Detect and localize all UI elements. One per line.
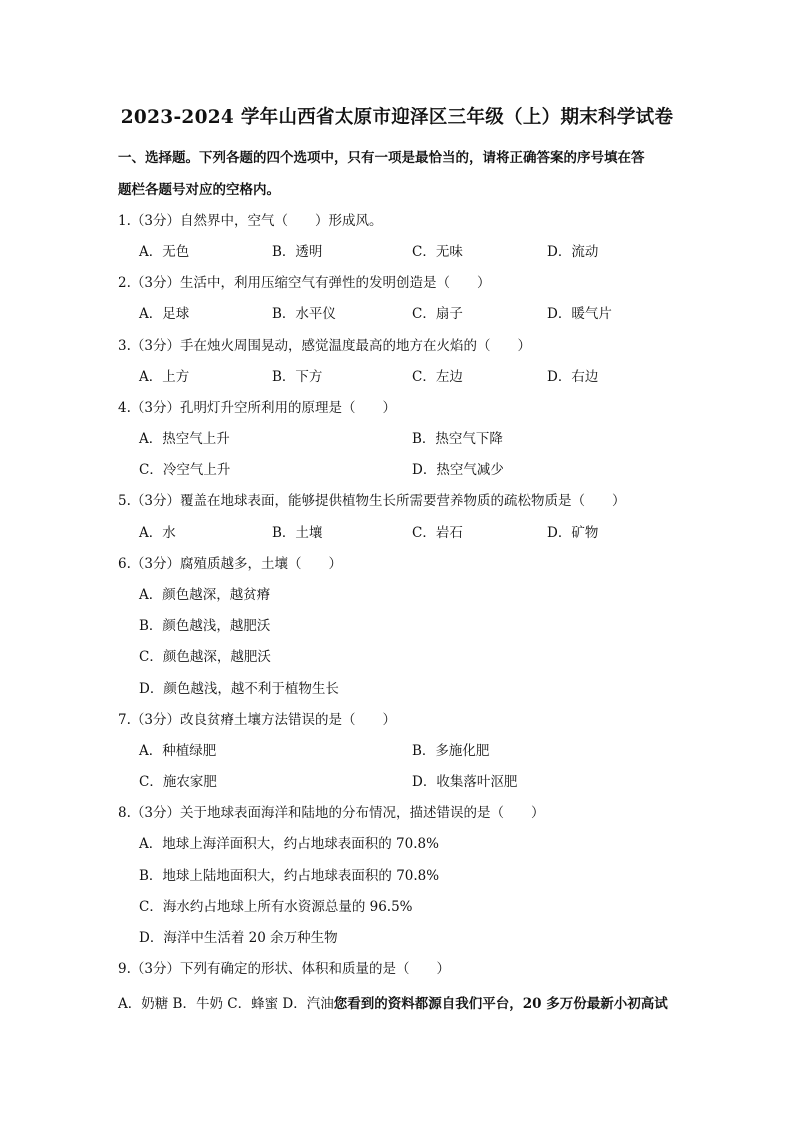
- question-5-option-c: C．岩石: [412, 525, 463, 541]
- question-3-option-c: C．左边: [412, 369, 463, 385]
- question-4-stem: 4.（3分）孔明灯升空所利用的原理是（ ）: [118, 400, 396, 416]
- section-instructions-line2: 题栏各题号对应的空格内。: [118, 182, 280, 198]
- question-2-option-b: B．水平仪: [272, 306, 336, 322]
- question-2-option-c: C．扇子: [412, 306, 463, 322]
- question-1-option-c: C．无味: [412, 244, 463, 260]
- question-3-option-a: A．上方: [139, 369, 190, 385]
- question-7-option-d: D．收集落叶沤肥: [412, 774, 518, 790]
- question-9-stem: 9.（3分）下列有确定的形状、体积和质量的是（ ）: [118, 961, 450, 977]
- page-title: 2023-2024 学年山西省太原市迎泽区三年级（上）期末科学试卷: [120, 107, 674, 128]
- question-1-stem: 1.（3分）自然界中，空气（ ）形成风。: [118, 213, 383, 229]
- question-6-option-a: A．颜色越深，越贫瘠: [139, 587, 271, 603]
- question-5-stem: 5.（3分）覆盖在地球表面，能够提供植物生长所需要营养物质的疏松物质是（ ）: [118, 493, 626, 509]
- question-8-option-d: D．海洋中生活着 20 余万种生物: [139, 930, 338, 946]
- question-7-option-c: C．施农家肥: [139, 774, 217, 790]
- question-4-option-a: A．热空气上升: [139, 431, 230, 447]
- question-5-option-d: D．矿物: [547, 525, 599, 541]
- question-6-option-c: C．颜色越深，越肥沃: [139, 649, 271, 665]
- promo-text: 您看到的资料都源自我们平台，20 多万份最新小初高试: [333, 996, 668, 1012]
- question-5-option-a: A．水: [139, 525, 176, 541]
- question-3-option-b: B．下方: [272, 369, 323, 385]
- question-4-option-b: B．热空气下降: [412, 431, 503, 447]
- question-1-option-b: B．透明: [272, 244, 323, 260]
- question-8-option-c: C．海水约占地球上所有水资源总量的 96.5%: [139, 899, 413, 915]
- question-1-option-d: D．流动: [547, 244, 599, 260]
- section-instructions-line1: 一、选择题。下列各题的四个选项中，只有一项是最恰当的，请将正确答案的序号填在答: [118, 150, 645, 166]
- question-5-option-b: B．土壤: [272, 525, 323, 541]
- question-6-option-d: D．颜色越浅，越不利于植物生长: [139, 681, 339, 697]
- question-3-stem: 3.（3分）手在烛火周围晃动，感觉温度最高的地方在火焰的（ ）: [118, 338, 531, 354]
- question-4-option-d: D．热空气减少: [412, 462, 504, 478]
- question-6-option-b: B．颜色越浅，越肥沃: [139, 618, 271, 634]
- question-8-option-a: A．地球上海洋面积大，约占地球表面积的 70.8%: [139, 836, 439, 852]
- question-9-options: A．奶糖 B．牛奶 C．蜂蜜 D．汽油: [118, 996, 334, 1012]
- question-2-option-d: D．暖气片: [547, 306, 612, 322]
- question-7-stem: 7.（3分）改良贫瘠土壤方法错误的是（ ）: [118, 712, 396, 728]
- question-4-option-c: C．冷空气上升: [139, 462, 231, 478]
- question-1-option-a: A．无色: [139, 244, 190, 260]
- footer-line: [118, 992, 668, 1012]
- question-7-option-b: B．多施化肥: [412, 743, 490, 759]
- question-6-stem: 6.（3分）腐殖质越多，土壤（ ）: [118, 556, 342, 572]
- question-8-stem: 8.（3分）关于地球表面海洋和陆地的分布情况，描述错误的是（ ）: [118, 805, 545, 821]
- question-8-option-b: B．地球上陆地面积大，约占地球表面积的 70.8%: [139, 868, 440, 884]
- question-3-option-d: D．右边: [547, 369, 599, 385]
- question-2-stem: 2.（3分）生活中，利用压缩空气有弹性的发明创造是（ ）: [118, 275, 491, 291]
- question-2-option-a: A．足球: [139, 306, 190, 322]
- question-7-option-a: A．种植绿肥: [139, 743, 217, 759]
